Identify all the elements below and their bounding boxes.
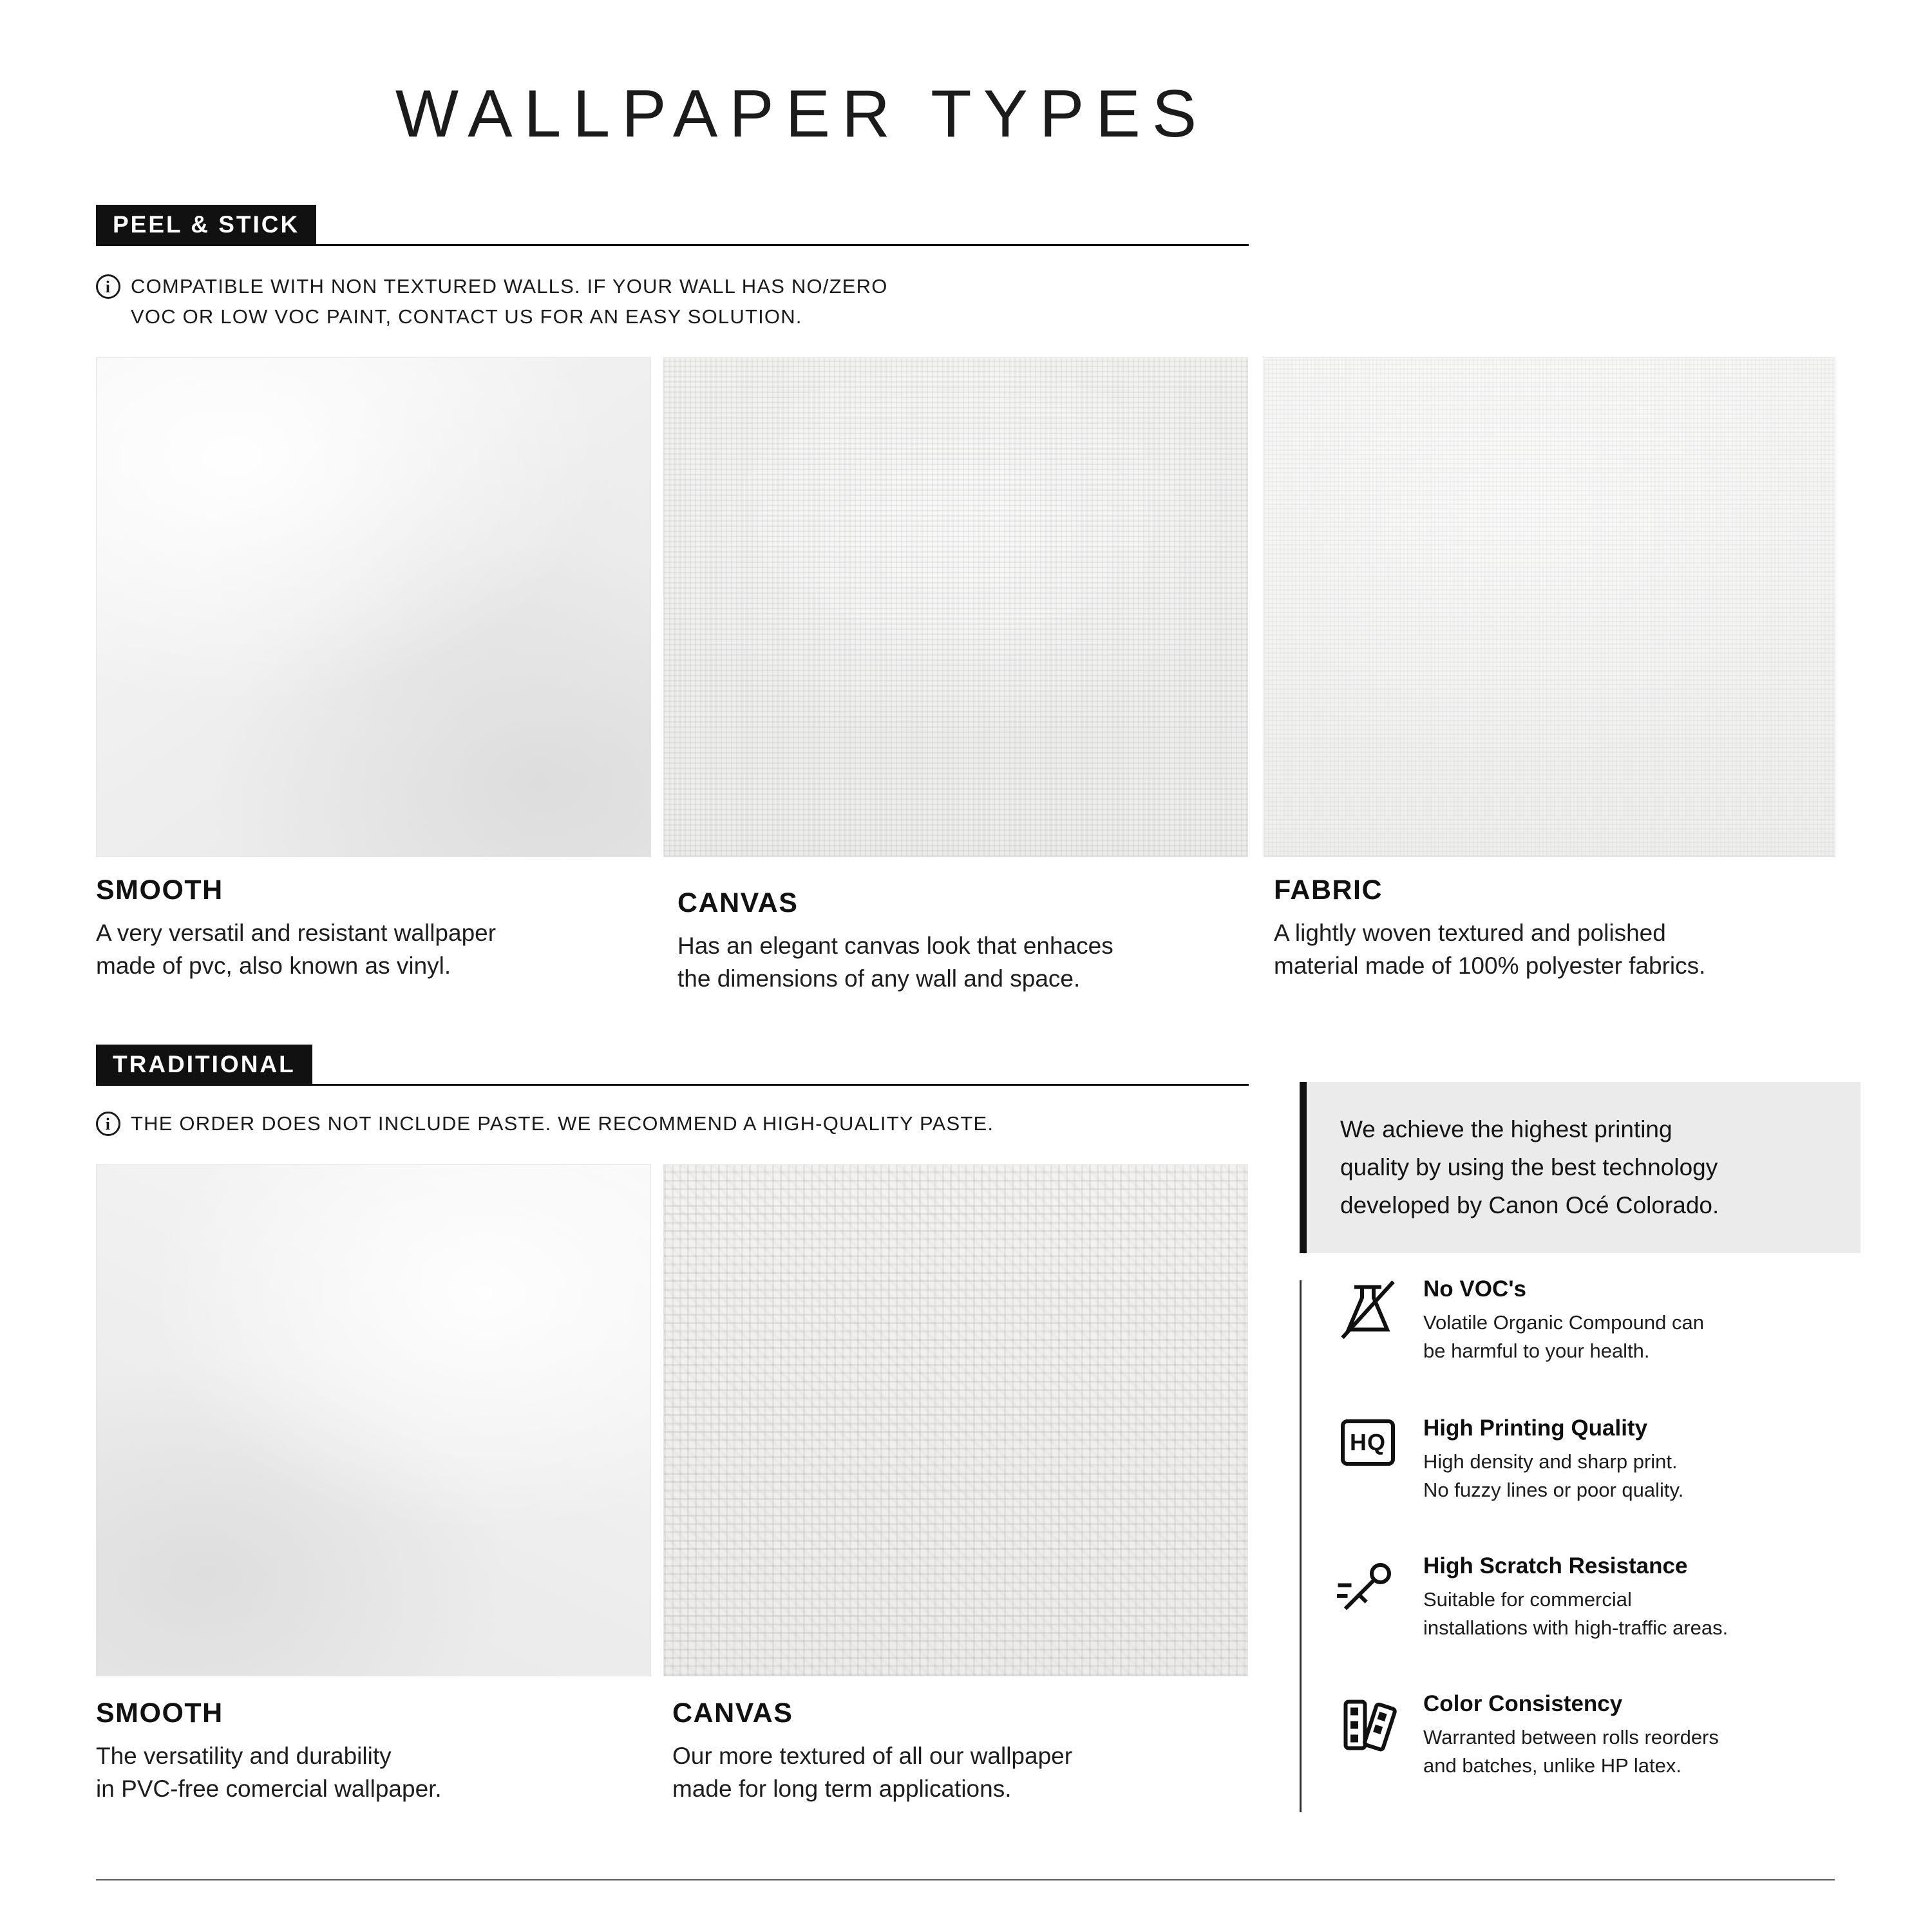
section-rule-traditional — [96, 1084, 1249, 1086]
note-line: THE ORDER DOES NOT INCLUDE PASTE. WE RECOMMEND A HIGH-QUALITY PASTE. — [131, 1112, 994, 1135]
swatch-title: SMOOTH — [96, 1698, 223, 1728]
desc-line: Volatile Organic Compound can — [1423, 1311, 1704, 1334]
section-label-traditional: TRADITIONAL — [96, 1045, 312, 1084]
quote-line: developed by Canon Océ Colorado. — [1340, 1192, 1719, 1219]
info-glyph: i — [105, 277, 111, 296]
quote-line: We achieve the highest printing — [1340, 1116, 1672, 1142]
caption-smooth — [96, 875, 637, 982]
feature-title: High Printing Quality — [1423, 1416, 1648, 1441]
note-line: COMPATIBLE WITH NON TEXTURED WALLS. IF YOUR WALL HAS NO/ZERO — [131, 275, 888, 298]
desc-line: A very versatil and resistant wallpaper — [96, 920, 497, 946]
feature-high-scratch-resistance — [1334, 1553, 1850, 1642]
desc-line: the dimensions of any wall and space. — [677, 965, 1081, 992]
feature-description — [1423, 1309, 1704, 1365]
desc-line: material made of 100% polyester fabrics. — [1274, 952, 1706, 980]
feature-title: No VOC's — [1423, 1276, 1527, 1302]
feature-text — [1423, 1416, 1683, 1504]
hq-icon — [1334, 1416, 1401, 1504]
feature-title: High Scratch Resistance — [1423, 1553, 1688, 1578]
swatch-title: FABRIC — [1274, 875, 1383, 905]
swatch-title: CANVAS — [677, 887, 799, 918]
note-traditional-text — [131, 1109, 994, 1139]
color-swatch-icon — [1334, 1691, 1401, 1780]
quote-line: quality by using the best technology — [1340, 1154, 1718, 1181]
feature-text — [1423, 1276, 1704, 1365]
desc-line: Warranted between rolls reorders — [1423, 1726, 1719, 1748]
section-label-peel-stick: PEEL & STICK — [96, 205, 316, 244]
desc-line: and batches, unlike HP latex. — [1423, 1754, 1681, 1777]
feature-description — [1423, 1448, 1683, 1504]
feature-high-printing-quality — [1334, 1416, 1850, 1504]
note-peel-stick-text — [131, 272, 888, 332]
desc-line: installations with high-traffic areas. — [1423, 1616, 1728, 1640]
no-voc-icon — [1334, 1276, 1401, 1365]
desc-line: A lightly woven textured and polished — [1274, 920, 1666, 946]
desc-line: made of pvc, also known as vinyl. — [96, 952, 451, 980]
swatch-description — [677, 929, 1257, 995]
note-line: VOC OR LOW VOC PAINT, CONTACT US FOR AN EASY SOLUTION. — [131, 305, 802, 328]
desc-line: made for long term applications. — [672, 1776, 1012, 1803]
caption-smooth — [96, 1698, 637, 1805]
printing-quality-quote — [1300, 1082, 1861, 1253]
swatch-image-fabric — [1264, 357, 1835, 857]
caption-canvas — [677, 887, 1257, 995]
bottom-divider — [96, 1879, 1835, 1880]
feature-color-consistency — [1334, 1691, 1850, 1780]
swatch-description — [96, 1739, 637, 1805]
desc-line: Our more textured of all our wallpaper — [672, 1743, 1073, 1769]
feature-description — [1423, 1586, 1728, 1642]
caption-canvas — [672, 1698, 1252, 1805]
swatch-description — [96, 916, 637, 982]
feature-text — [1423, 1691, 1719, 1780]
swatch-image-smooth — [96, 357, 651, 857]
note-traditional — [96, 1109, 994, 1139]
swatch-image-canvas — [663, 357, 1248, 857]
swatch-title: SMOOTH — [96, 875, 223, 905]
features-divider — [1300, 1280, 1302, 1812]
info-icon — [96, 274, 120, 299]
desc-line: The versatility and durability — [96, 1743, 392, 1769]
note-peel-stick — [96, 272, 888, 332]
section-rule-peel-stick — [96, 244, 1249, 246]
feature-description — [1423, 1723, 1719, 1780]
scratch-icon — [1334, 1553, 1401, 1642]
swatch-image-smooth — [96, 1164, 651, 1676]
caption-fabric — [1274, 875, 1841, 982]
desc-line: High density and sharp print. — [1423, 1450, 1678, 1473]
swatch-description — [1274, 916, 1841, 982]
swatch-image-canvas — [663, 1164, 1248, 1676]
info-glyph: i — [105, 1114, 111, 1133]
page-title: WALLPAPER TYPES — [395, 77, 1209, 151]
feature-no-voc — [1334, 1276, 1850, 1365]
hq-badge-label: HQ — [1341, 1419, 1395, 1466]
swatch-title: CANVAS — [672, 1698, 793, 1728]
desc-line: No fuzzy lines or poor quality. — [1423, 1479, 1684, 1502]
swatch-description — [672, 1739, 1252, 1805]
desc-line: Suitable for commercial — [1423, 1588, 1632, 1611]
feature-title: Color Consistency — [1423, 1691, 1623, 1716]
desc-line: in PVC-free comercial wallpaper. — [96, 1776, 442, 1803]
desc-line: Has an elegant canvas look that enhaces — [677, 933, 1113, 959]
desc-line: be harmful to your health. — [1423, 1340, 1650, 1363]
info-icon — [96, 1112, 120, 1136]
feature-text — [1423, 1553, 1728, 1642]
